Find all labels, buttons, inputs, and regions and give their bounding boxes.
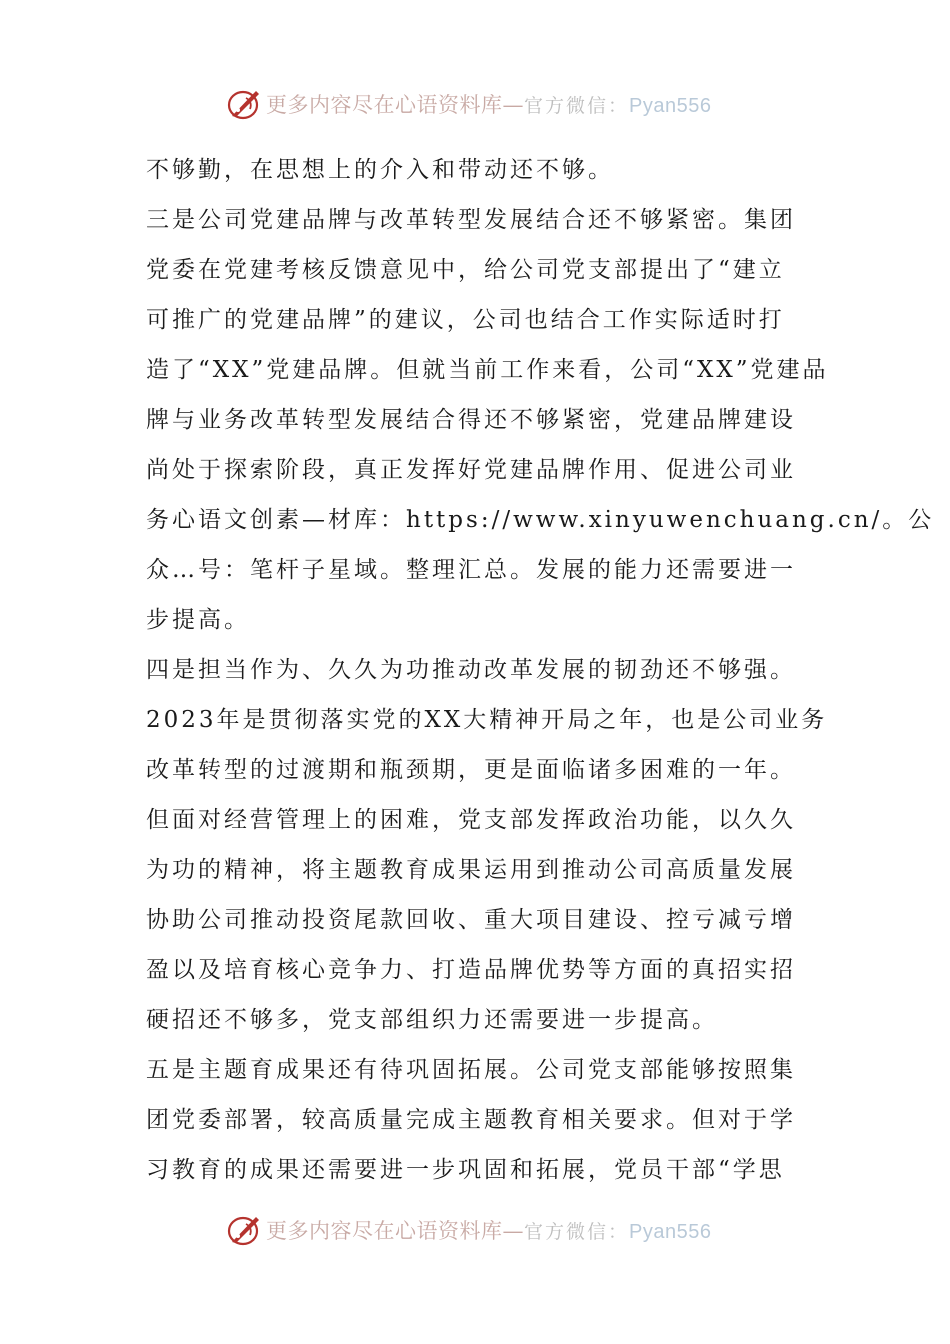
banner-wechat-id: Pyan556 bbox=[629, 1221, 712, 1243]
banner-dash: — bbox=[502, 93, 524, 117]
quill-logo-icon bbox=[226, 1212, 262, 1248]
text-line: 协助公司推动投资尾款回收、重大项目建设、控亏减亏增 bbox=[146, 907, 796, 933]
banner-main-text: 更多内容尽在心语资料库 bbox=[266, 1219, 503, 1243]
text-line: 但面对经营管理上的困难，党支部发挥政治功能，以久久 bbox=[146, 807, 796, 833]
banner-official-label: 官方微信： bbox=[524, 95, 630, 117]
text-line: 步提高。 bbox=[146, 607, 250, 633]
text-line: 三是公司党建品牌与改革转型发展结合还不够紧密。集团 bbox=[146, 207, 796, 233]
banner-main-text: 更多内容尽在心语资料库 bbox=[266, 93, 503, 117]
text-line: 务心语文创素—材库：https://www.xinyuwenchuang.cn/。公 bbox=[146, 507, 935, 533]
text-line: 不够勤，在思想上的介入和带动还不够。 bbox=[146, 157, 614, 183]
header-banner bbox=[226, 84, 711, 124]
text-line: 牌与业务改革转型发展结合得还不够紧密，党建品牌建设 bbox=[146, 407, 796, 433]
text-line: 党委在党建考核反馈意见中，给公司党支部提出了“建立 bbox=[146, 257, 785, 283]
banner-wechat-id: Pyan556 bbox=[629, 95, 712, 117]
text-line: 习教育的成果还需要进一步巩固和拓展，党员干部“学思 bbox=[146, 1157, 785, 1183]
banner-text bbox=[266, 89, 711, 119]
text-line: 五是主题育成果还有待巩固拓展。公司党支部能够按照集 bbox=[146, 1057, 796, 1083]
banner-dash: — bbox=[502, 1219, 524, 1243]
footer-banner bbox=[226, 1210, 711, 1250]
text-line: 可推广的党建品牌”的建议，公司也结合工作实际适时打 bbox=[146, 307, 785, 333]
text-line: 2023年是贯彻落实党的XX大精神开局之年，也是公司业务 bbox=[146, 707, 828, 733]
text-line: 团党委部署，较高质量完成主题教育相关要求。但对于学 bbox=[146, 1107, 796, 1133]
text-line: 造了“XX”党建品牌。但就当前工作来看，公司“XX”党建品 bbox=[146, 357, 829, 383]
quill-logo-icon bbox=[226, 86, 262, 122]
text-line: 众…号：笔杆子星域。整理汇总。发展的能力还需要进一 bbox=[146, 557, 796, 583]
text-line: 改革转型的过渡期和瓶颈期，更是面临诸多困难的一年。 bbox=[146, 757, 796, 783]
text-line: 硬招还不够多，党支部组织力还需要进一步提高。 bbox=[146, 1007, 718, 1033]
banner-text bbox=[266, 1215, 711, 1245]
text-line: 盈以及培育核心竞争力、打造品牌优势等方面的真招实招 bbox=[146, 957, 796, 983]
text-line: 尚处于探索阶段，真正发挥好党建品牌作用、促进公司业 bbox=[146, 457, 796, 483]
text-line: 为功的精神，将主题教育成果运用到推动公司高质量发展 bbox=[146, 857, 796, 883]
text-line: 四是担当作为、久久为功推动改革发展的韧劲还不够强。 bbox=[146, 657, 796, 683]
banner-official-label: 官方微信： bbox=[524, 1221, 630, 1243]
